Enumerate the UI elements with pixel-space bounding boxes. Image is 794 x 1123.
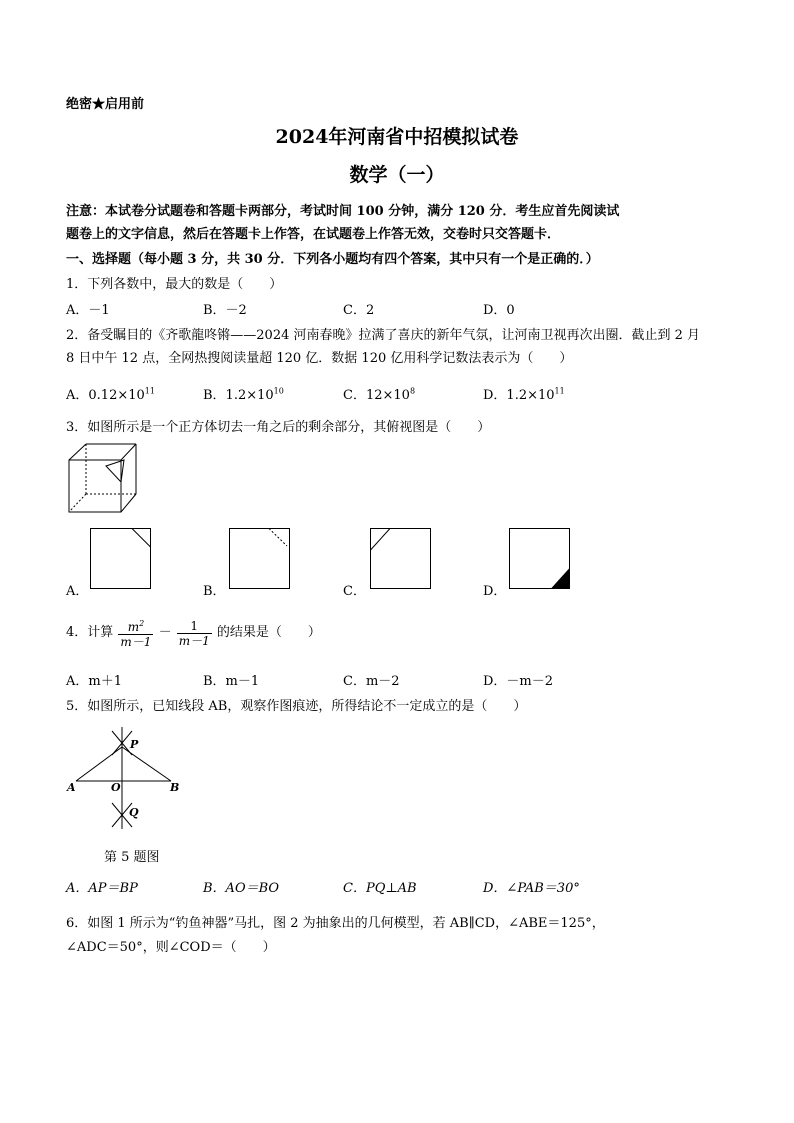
section1-heading: 一、选择题（每小题 3 分，共 30 分．下列各小题均有四个答案，其中只有一个是正确的．）: [66, 252, 599, 267]
q5-stem: 5．如图所示，已知线段 AB，观察作图痕迹，所得结论不一定成立的是（ ）: [66, 699, 527, 714]
q2-stem-line-2: 8 日中午 12 点，全网热搜阅读量超 120 亿．数据 120 亿用科学记数法表示为（ ）: [66, 351, 573, 366]
q4-option-c[interactable]: C．m－2: [343, 674, 400, 689]
q5-option-b[interactable]: B．AO＝BO: [203, 881, 280, 896]
q3-option-b-figure[interactable]: [229, 528, 291, 590]
q6-stem-line-1: 6．如图 1 所示为“钓鱼神器”马扎，图 2 为抽象出的几何模型，若 AB∥CD，∠ABE＝125°，: [66, 916, 605, 931]
q4-option-b[interactable]: B．m－1: [203, 674, 260, 689]
q1-option-d[interactable]: D．0: [483, 303, 515, 318]
q5-option-c[interactable]: C．PQ⊥AB: [343, 881, 417, 896]
exam-subtitle: 数学（一）: [349, 164, 445, 186]
q5-label-b: B: [170, 781, 180, 794]
exam-title: 2024年河南省中招模拟试卷: [275, 126, 519, 148]
q3-cube-figure: [66, 440, 141, 515]
q5-figure: [66, 725, 186, 835]
q1-option-a[interactable]: A．－1: [66, 303, 110, 318]
q5-label-a: A: [67, 781, 76, 794]
q2-option-a[interactable]: A．$0.12\times 10^{11}$: [66, 386, 155, 403]
q3-option-d[interactable]: D．: [483, 584, 507, 599]
q2-stem-line-1: 2．备受瞩目的《齐歌龍咚锵——2024 河南春晚》拉满了喜庆的新年气氛，让河南卫视再次出圈．截止到 2 月: [66, 328, 701, 343]
q5-label-q: Q: [129, 806, 139, 819]
q3-option-a[interactable]: A．: [66, 584, 89, 599]
q2-option-c[interactable]: C．$12\times 10^8$: [343, 386, 416, 403]
q5-option-d[interactable]: D．∠PAB＝30°: [483, 881, 580, 896]
q3-option-b[interactable]: B．: [203, 584, 226, 599]
q1-option-c[interactable]: C．2: [343, 303, 375, 318]
q4-option-d[interactable]: D．－m－2: [483, 674, 554, 689]
q4-stem: 4．计算 $\frac{m^2}{m-1}$ － $\frac{1}{m-1}$ 的结果是（ ）: [66, 618, 321, 649]
q6-stem-line-2: ∠ADC＝50°，则∠COD＝（ ）: [66, 940, 276, 955]
notice-line-1: 注意：本试卷分试题卷和答题卡两部分，考试时间 100 分钟，满分 120 分．考生应首先阅读试: [66, 204, 620, 219]
q2-option-d[interactable]: D．$1.2\times 10^{11}$: [483, 386, 565, 403]
q3-stem: 3．如图所示是一个正方体切去一角之后的剩余部分，其俯视图是（ ）: [66, 420, 491, 435]
q3-option-c-figure[interactable]: [370, 528, 432, 590]
q5-figure-caption: 第 5 题图: [104, 850, 160, 865]
q5-label-o: O: [111, 781, 121, 794]
notice-line-2: 题卷上的文字信息，然后在答题卡上作答，在试题卷上作答无效，交卷时只交答题卡．: [66, 227, 561, 242]
q2-option-b[interactable]: B．$1.2\times 10^{10}$: [203, 386, 284, 403]
secret-label: 绝密★启用前: [66, 97, 145, 112]
q3-option-a-figure[interactable]: [90, 528, 152, 590]
q1-stem: 1．下列各数中，最大的数是（ ）: [66, 277, 283, 292]
q5-label-p: P: [130, 738, 139, 751]
q3-option-d-figure[interactable]: [509, 528, 571, 590]
q5-option-a[interactable]: A．AP＝BP: [66, 881, 138, 896]
q1-option-b[interactable]: B．－2: [203, 303, 247, 318]
q4-option-a[interactable]: A．m＋1: [66, 674, 122, 689]
q3-option-c[interactable]: C．: [343, 584, 366, 599]
